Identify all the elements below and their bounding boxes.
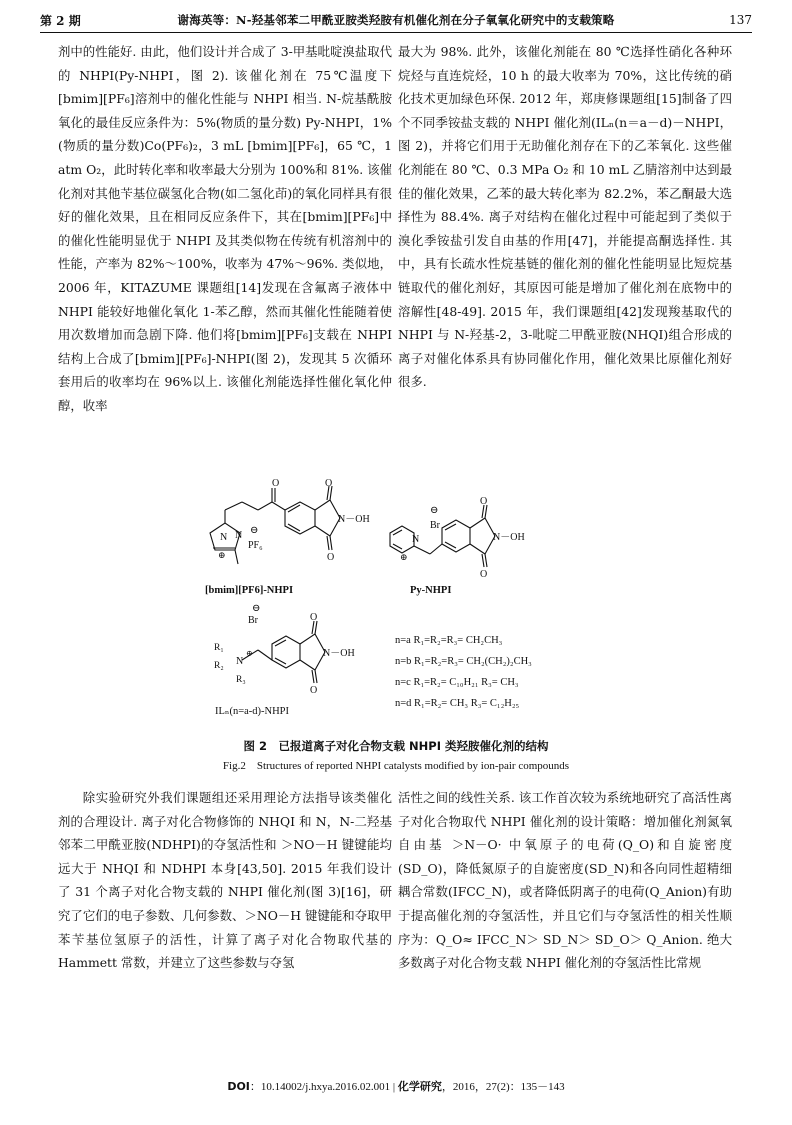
charge-plus: ⊕	[400, 552, 408, 562]
label-py-nhpi: Py-NHPI	[410, 585, 452, 596]
atom-o: O	[310, 612, 318, 623]
label-il-nhpi: ILₙ(n=a-d)-NHPI	[215, 706, 290, 717]
citation: ，2016，27(2)：135－143	[441, 1081, 565, 1093]
substituent-table	[395, 635, 532, 709]
body-column-bottom-right	[398, 786, 732, 975]
counterion-pf6: PF₆	[248, 540, 263, 551]
charge-minus: ⊖	[250, 525, 259, 536]
substituent-row-c: n=c R₁=R₂= C₁₀H₂₁ R₃= CH₃	[395, 677, 519, 688]
paragraph: 除实验研究外我们课题组还采用理论方法指导该类催化剂的合理设计. 离子对化合物修饰的 NHQI 和 N，N-二羟基邻苯二甲酰亚胺(NDHPI)的夺氢活性和 ＞NO－H 键键能均远大于 NHQI 和 NDHPI 本身[43,50]. 2015 年我们设计了 31 个离子对化合物支载的 NHPI 催化剂(图 3)[16]，研究了它们的电子参数、几何参数、＞NO－H 键键能和夺取甲苯苄基位氢原子的活性，计算了离子对化合物取代基的 Hammett 常数，并建立了这些参数与夺氢	[58, 790, 392, 971]
page-footer	[40, 1078, 752, 1094]
atom-o: O	[310, 685, 318, 696]
running-header	[40, 8, 752, 33]
charge-minus: ⊖	[252, 603, 261, 614]
label-bmim-nhpi: [bmim][PF6]-NHPI	[205, 585, 294, 596]
counterion-br: Br	[248, 615, 258, 626]
substituent-row-d: n=d R₁=R₂= CH₃ R₃= C₁₂H₂₅	[395, 698, 520, 709]
counterion-br: Br	[430, 520, 440, 531]
n-hydroxy-group: N－OH	[323, 648, 355, 659]
atom-o: O	[480, 569, 488, 580]
issue-number: 第 2 期	[40, 13, 81, 28]
n-hydroxy-group: N－OH	[493, 532, 525, 543]
figure-caption-en: Fig.2 Structures of reported NHPI catalysts modified by ion-pair compounds	[222, 760, 570, 772]
atom-n: N	[235, 530, 243, 541]
doi-value: ：10.14002/j.hxya.2016.02.001	[249, 1081, 391, 1093]
n-hydroxy-group: N－OH	[338, 514, 370, 525]
paragraph: 剂中的性能好. 由此，他们设计并合成了 3-甲基吡啶溴盐取代的 NHPI(Py-NHPI，图 2). 该催化剂在 75℃温度下[bmim][PF₆]溶剂中的催化性能与 NHPI 相当. N-烷基酰胺氧化的最佳反应条件为：5%(物质的量分数) Py-NHPI，1%(物质的量分数)Co(PF₆)₂，3 mL [bmim][PF₆]，65 ℃，1 atm O₂，此时转化率和收率最大分别为 100%和 81%. 该催化剂对其他苄基位碳氢化合物(如二氢化茚)的氧化同样具有很好的催化效果，且在相同反应条件下，其在[bmim][PF₆]中的催化性能明显优于 NHPI 及其类似物在传统有机溶剂中的性能，产率为 82%～100%，收率为 47%～96%. 类似地，2006 年，KITAZUME 课题组[14]发现在含氟离子液体中 NHPI 能较好地催化氧化 1-苯乙醇，然而其催化性能随着使用次数增加而急剧下降. 他们将[bmim][PF₆]支载在 NHPI 结构上合成了[bmim][PF₆]-NHPI(图 2)，发现其 5 次循环套用后的收率均在 96%以上. 该催化剂能选择性催化氧化仲醇，收率	[58, 44, 392, 413]
doi-label: DOI	[227, 1080, 250, 1093]
atom-o: O	[272, 478, 280, 489]
running-title: 谢海英等：N-羟基邻苯二甲酰亚胺类羟胺有机催化剂在分子氧氧化研究中的支载策略	[177, 13, 615, 27]
paragraph: 活性之间的线性关系. 该工作首次较为系统地研究了高活性离子对化合物取代 NHPI 催化剂的设计策略：增加催化剂氮氧自由基 ＞N－O· 中氧原子的电荷(Q_O)和自旋密度(SD_O)，降低氮原子的自旋密度(SD_N)和各向同性超精细耦合常数(IFCC_N)，或者降低阴离子的电荷(Q_Anion)有助于提高催化剂的夺氢活性，并且它们与夺氢活性的相关性顺序为：Q_O≈ IFCC_N＞ SD_N＞ SD_O＞ Q_Anion. 绝大多数离子对化合物支载 NHPI 催化剂的夺氢活性比常规	[398, 790, 732, 971]
substituent-r3: R₃	[236, 675, 246, 685]
structure-py-nhpi	[390, 496, 525, 596]
charge-plus: ⊕	[246, 649, 253, 658]
charge-plus: ⊕	[218, 550, 226, 560]
figure-caption-cn: 图 2 已报道离子对化合物支载 NHPI 类羟胺催化剂的结构	[243, 739, 549, 753]
substituent-r2: R₂	[214, 661, 224, 671]
atom-o: O	[327, 552, 335, 563]
structure-il-nhpi	[214, 603, 355, 717]
footer-separator: |	[392, 1081, 396, 1093]
body-column-top-right	[398, 40, 732, 394]
atom-o: O	[480, 496, 488, 507]
atom-o: O	[325, 478, 333, 489]
chemical-structures-drawing	[180, 478, 620, 728]
journal-name: 化学研究	[397, 1080, 442, 1093]
substituent-row-b: n=b R₁=R₂=R₃= CH₂(CH₂)₂CH₃	[395, 656, 532, 667]
body-column-bottom-left	[58, 786, 392, 975]
substituent-row-a: n=a R₁=R₂=R₃= CH₂CH₃	[395, 635, 503, 646]
figure-2-structures	[180, 478, 620, 728]
charge-minus: ⊖	[430, 505, 439, 516]
paragraph: 最大为 98%. 此外，该催化剂能在 80 ℃选择性硝化各种环烷烃与直连烷烃，10 h 的最大收率为 70%，这比传统的硝化技术更加绿色环保. 2012 年，郑庚修课题组[15]制备了四个不同季铵盐支载的 NHPI 催化剂(ILₙ(n＝a－d)－NHPI，图 2)，并将它们用于无助催化剂存在下的乙苯氧化. 这些催化剂能在 80 ℃、0.3 MPa O₂ 和 10 mL 乙腈溶剂中达到最佳的催化效果，乙苯的最大转化率为 82.2%，苯乙酮最大选择性为 88.4%. 离子对结构在催化过程中可能起到了类似于溴化季铵盐引发自由基的作用[47]，并能提高酮选择性. 其中，具有长疏水性烷基链的催化剂的催化性能明显比短烷基链取代的催化剂好，其原因可能是增加了催化剂在底物中的溶解性[48-49]. 2015 年，我们课题组[42]发现羧基取代的 NHPI 与 N-羟基-2，3-吡啶二甲酰亚胺(NHQI)组合形成的离子对催化体系具有协同催化作用，催化效果比原催化剂好很多.	[398, 44, 732, 390]
page-number: 137	[729, 13, 752, 27]
structure-bmim-nhpi	[205, 478, 370, 596]
atom-n: N	[220, 532, 228, 543]
body-column-top-left	[58, 40, 392, 418]
atom-n: N	[412, 534, 420, 545]
atom-n: N	[236, 656, 244, 667]
substituent-r1: R₁	[214, 643, 224, 653]
